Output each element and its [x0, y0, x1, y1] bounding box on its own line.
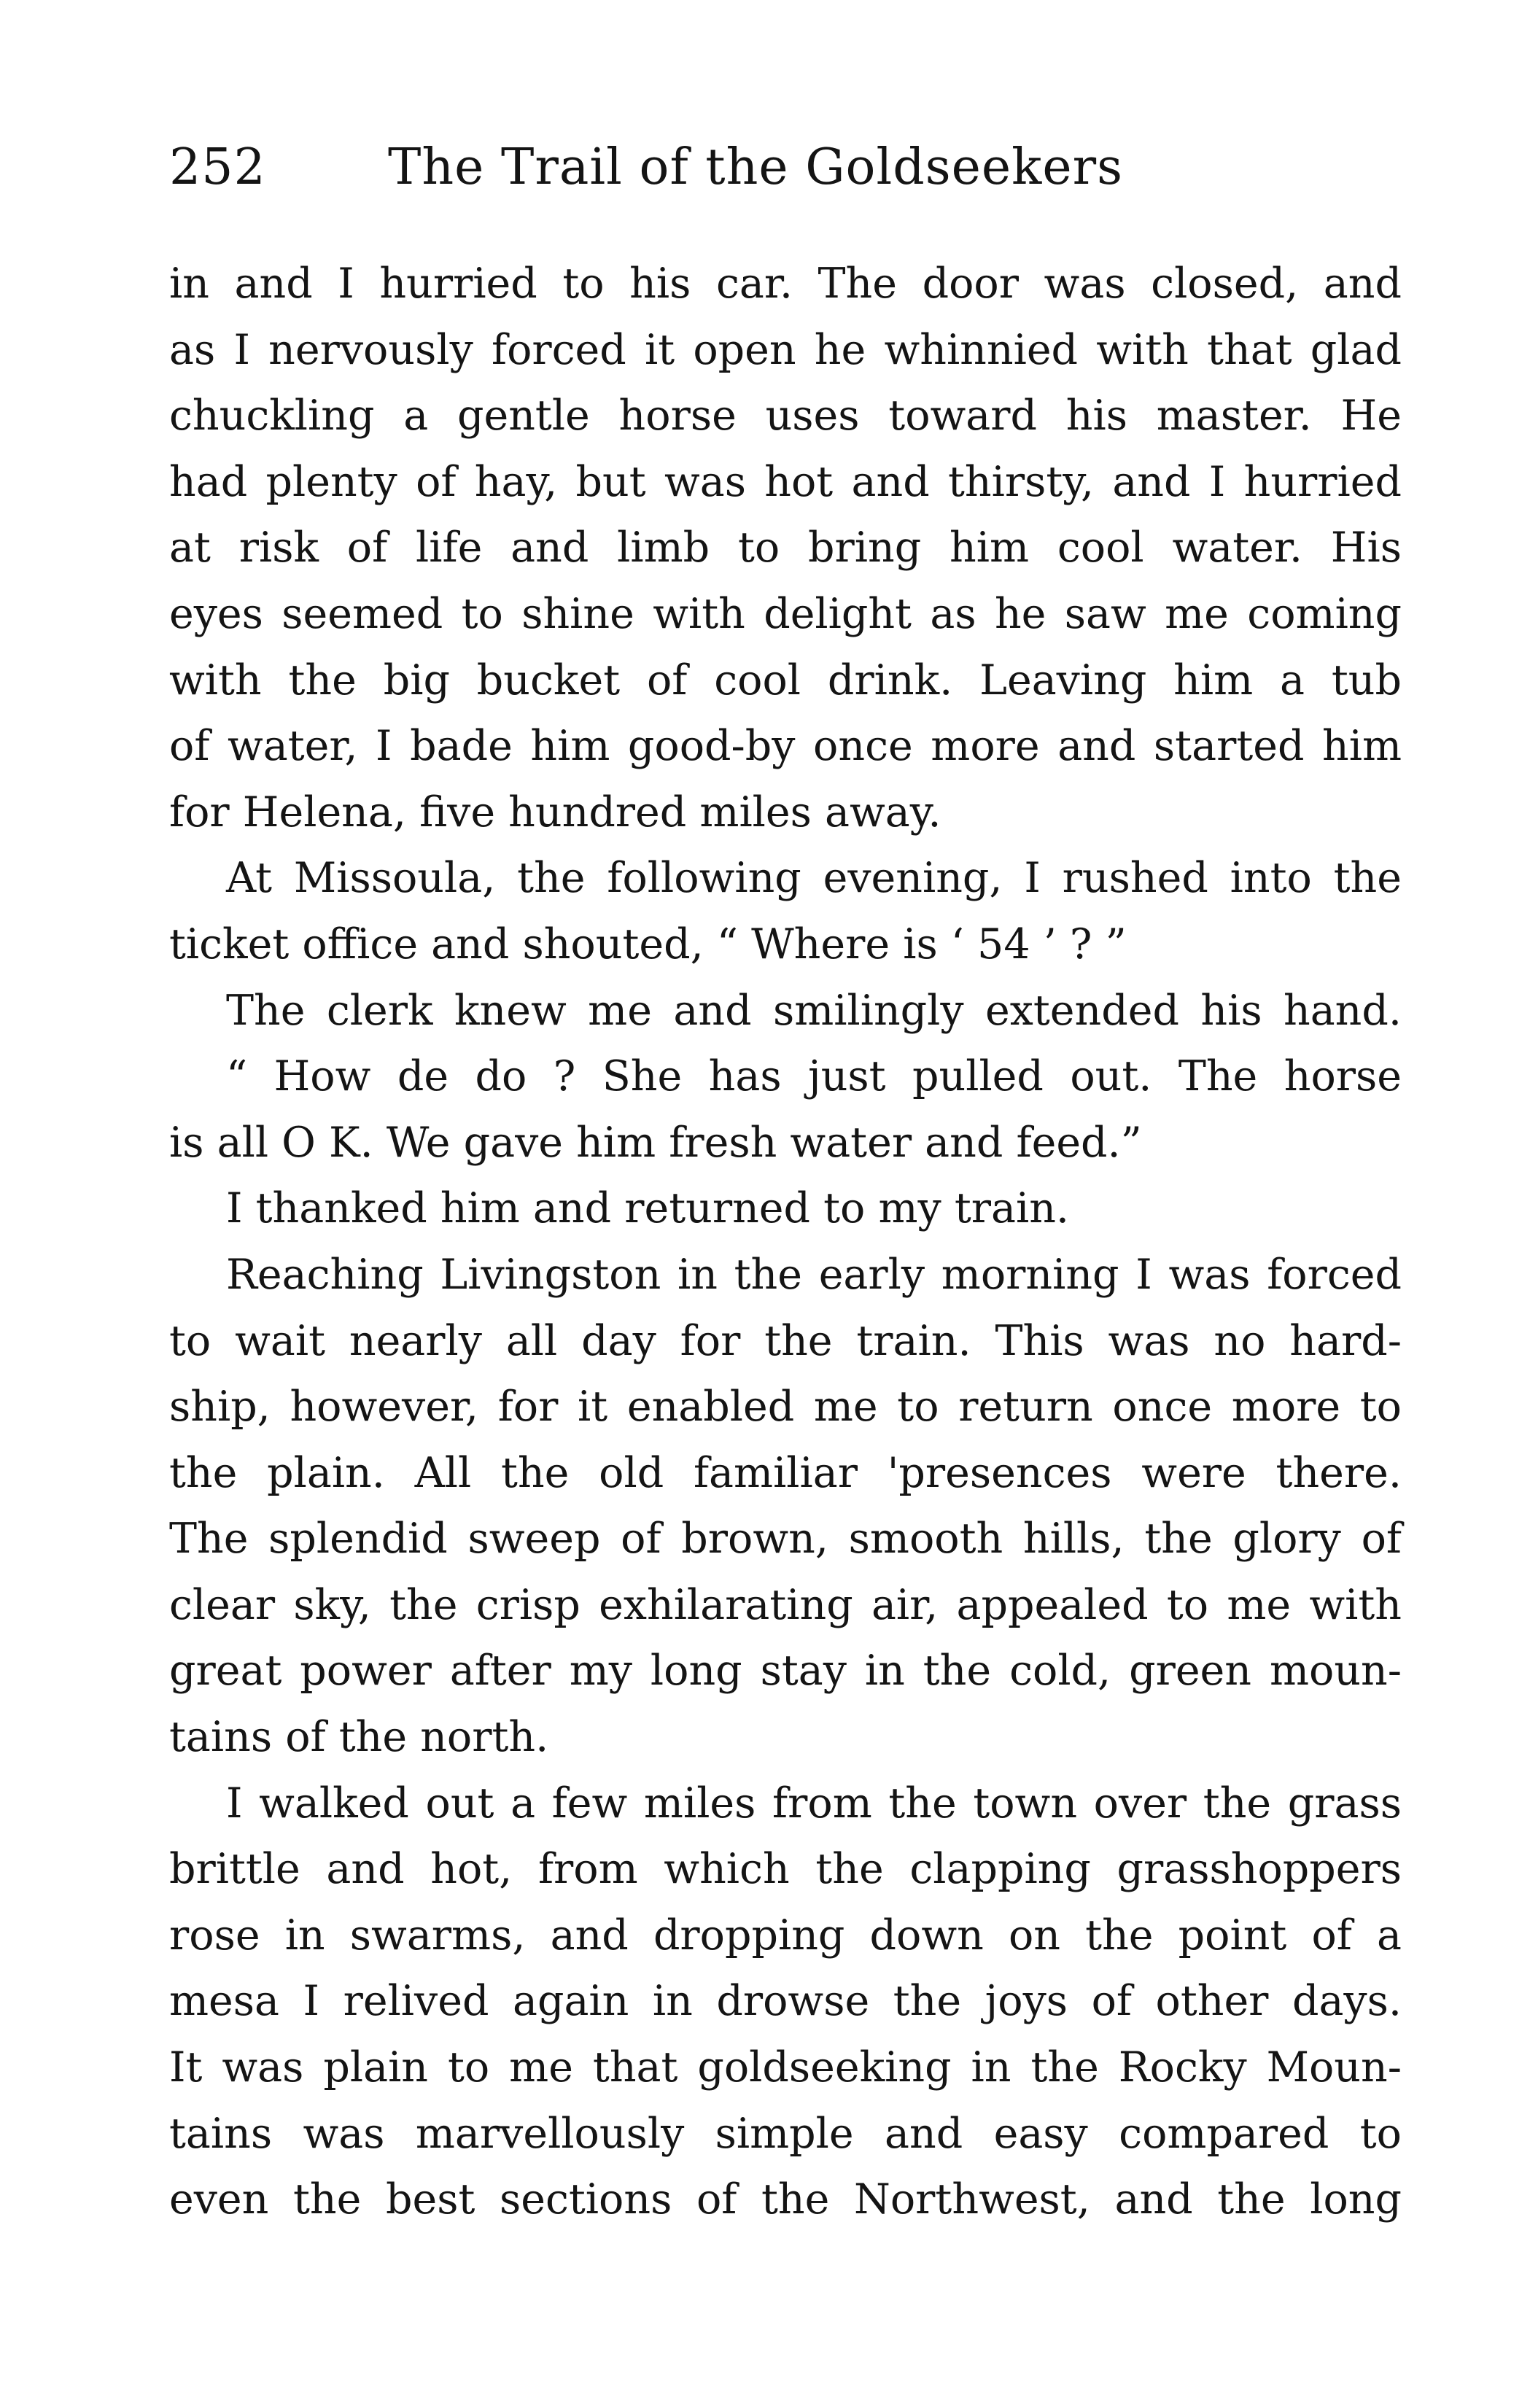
text-line: for Helena, five hundred miles away.	[169, 788, 941, 836]
text-line: Reaching Livingston in the early morning I was forced	[226, 1250, 1402, 1299]
text-line: to wait nearly all day for the train. This was no hard-	[169, 1316, 1402, 1365]
running-title: The Trail of the Goldseekers	[388, 139, 1123, 196]
text-line: the plain. All the old familiar 'presences were there.	[169, 1448, 1402, 1497]
text-line: At Missoula, the following evening, I rushed into the	[226, 854, 1402, 903]
text-line: at risk of life and limb to bring him cool water. His	[169, 524, 1402, 572]
text-line: with the big bucket of cool drink. Leaving him a tub	[169, 656, 1402, 704]
text-line: clear sky, the crisp exhilarating air, appealed to me with	[169, 1580, 1402, 1629]
text-line: eyes seemed to shine with delight as he saw me coming	[169, 589, 1402, 638]
text-line: even the best sections of the Northwest, and the long	[169, 2175, 1402, 2224]
text-line: of water, I bade him good-by once more and started him	[169, 722, 1402, 771]
text-line: The clerk knew me and smilingly extended his hand.	[226, 986, 1402, 1035]
text-line: rose in swarms, and dropping down on the point of a	[169, 1911, 1402, 1960]
text-line: tains was marvellously simple and easy compared to	[169, 2109, 1402, 2158]
text-line: brittle and hot, from which the clapping grasshoppers	[169, 1845, 1402, 1894]
text-line: had plenty of hay, but was hot and thirsty, and I hurried	[169, 457, 1402, 506]
text-line: “ How de do ? She has just pulled out. The horse	[226, 1052, 1402, 1101]
text-line: I thanked him and returned to my train.	[226, 1184, 1070, 1233]
text-line: chuckling a gentle horse uses toward his master. He	[169, 392, 1402, 440]
text-line: ticket office and shouted, “ Where is ‘ 54 ’ ? ”	[169, 920, 1127, 968]
text-line: great power after my long stay in the cold, green moun-	[169, 1647, 1402, 1696]
text-line: The splendid sweep of brown, smooth hills, the glory of	[169, 1515, 1402, 1564]
page-header	[169, 131, 1409, 204]
text-line: tains of the north.	[169, 1713, 549, 1762]
text-line: as I nervously forced it open he whinnied with that glad	[169, 325, 1402, 374]
text-line: in and I hurried to his car. The door was closed, and	[169, 260, 1402, 308]
body-text	[169, 251, 1402, 2233]
text-line: It was plain to me that goldseeking in the Rocky Moun-	[169, 2043, 1402, 2092]
text-line: mesa I relived again in drowse the joys of other days.	[169, 1977, 1402, 2026]
text-line: ship, however, for it enabled me to return once more to	[169, 1383, 1402, 1432]
text-line: is all O K. We gave him fresh water and feed.”	[169, 1118, 1142, 1167]
text-line: I walked out a few miles from the town over the grass	[226, 1779, 1402, 1828]
page-number: 252	[169, 139, 266, 196]
